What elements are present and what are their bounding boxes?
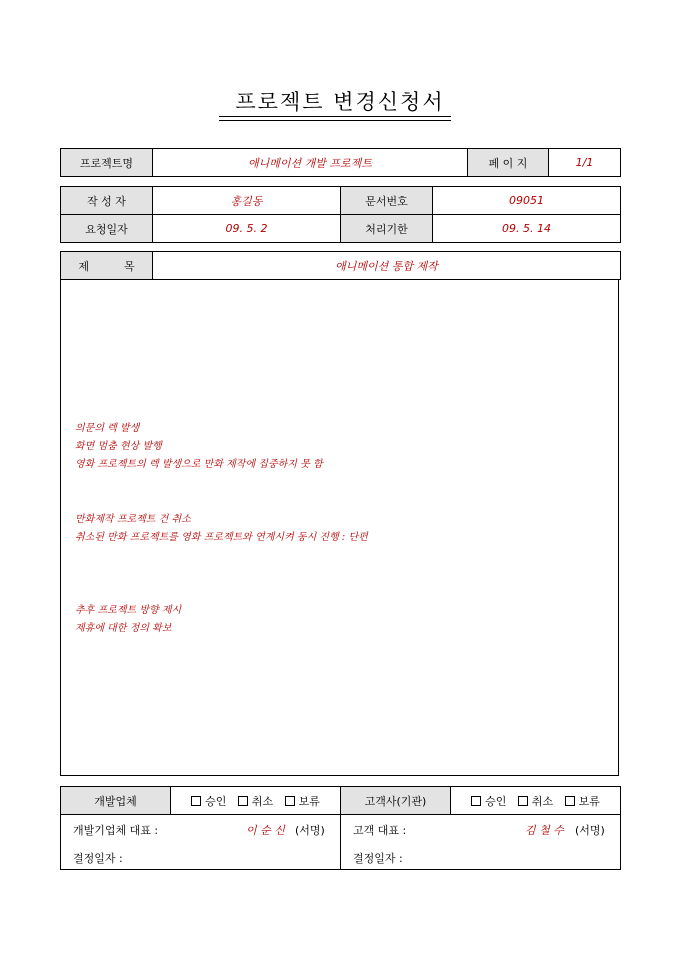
dev-cancel-checkbox[interactable]: 취소 xyxy=(238,795,273,808)
checkbox-icon xyxy=(471,796,481,806)
client-label: 고객사(기관) xyxy=(341,787,451,815)
info-table xyxy=(60,186,621,243)
doc-number-label: 문서번호 xyxy=(341,187,433,215)
subject-label: 제 목 xyxy=(61,252,153,280)
dev-decision-options xyxy=(171,787,341,815)
dev-signature-cell xyxy=(61,815,341,870)
checkbox-icon xyxy=(285,796,295,806)
deadline-label: 처리기한 xyxy=(341,215,433,243)
checkbox-icon xyxy=(518,796,528,806)
subject-value: 애니메이션 통합 제작 xyxy=(153,252,621,280)
dev-hold-checkbox[interactable]: 보류 xyxy=(285,795,320,808)
body-line: 영화 프로젝트의 렉 발생으로 만화 제작에 집중하지 못 함 xyxy=(75,459,323,470)
dev-decision-date-label: 결정일자 : xyxy=(73,852,123,865)
subject-table xyxy=(60,251,621,280)
page-value: 1/1 xyxy=(549,149,621,177)
body-line: 추후 프로젝트 방향 제시 xyxy=(75,605,182,616)
body-line: 취소된 만화 프로젝트를 영화 프로젝트와 연계시켜 동시 진행 : 단편 xyxy=(75,532,368,543)
author-label: 작 성 자 xyxy=(61,187,153,215)
title-underline-top xyxy=(219,116,451,117)
approval-table xyxy=(60,786,621,870)
dev-rep-name: 이 순 신 xyxy=(246,824,285,837)
content-body xyxy=(60,279,619,776)
client-rep-label: 고객 대표 : xyxy=(353,824,407,837)
client-approve-checkbox[interactable]: 승인 xyxy=(471,795,506,808)
project-name-label: 프로젝트명 xyxy=(61,149,153,177)
document-title: 프로젝트 변경신청서 xyxy=(235,90,445,114)
client-cancel-checkbox[interactable]: 취소 xyxy=(518,795,553,808)
project-name-value: 애니메이션 개발 프로젝트 xyxy=(153,149,468,177)
client-rep-name: 김 철 수 xyxy=(525,824,564,837)
checkbox-icon xyxy=(238,796,248,806)
dev-rep-label: 개발기업체 대표 : xyxy=(73,824,159,837)
doc-number-value: 09051 xyxy=(433,187,621,215)
checkbox-icon xyxy=(191,796,201,806)
title-underline-bottom xyxy=(219,120,451,121)
client-decision-options xyxy=(451,787,621,815)
body-line: 제휴에 대한 정의 확보 xyxy=(75,623,172,634)
body-line: 의문의 렉 발생 xyxy=(75,423,140,434)
body-line: 만화제작 프로젝트 건 취소 xyxy=(75,514,191,525)
dev-company-label: 개발업체 xyxy=(61,787,171,815)
dev-approve-checkbox[interactable]: 승인 xyxy=(191,795,226,808)
project-header-table xyxy=(60,148,621,177)
client-decision-date-label: 결정일자 : xyxy=(353,852,403,865)
body-line: 화면 멈춤 현상 발행 xyxy=(75,441,162,452)
request-date-label: 요청일자 xyxy=(61,215,153,243)
client-sign-suffix: (서명) xyxy=(575,824,605,837)
page-label: 페 이 지 xyxy=(468,149,549,177)
author-value: 홍길동 xyxy=(153,187,341,215)
dev-sign-suffix: (서명) xyxy=(295,824,325,837)
checkbox-icon xyxy=(565,796,575,806)
client-signature-cell xyxy=(341,815,621,870)
client-hold-checkbox[interactable]: 보류 xyxy=(565,795,600,808)
request-date-value: 09. 5. 2 xyxy=(153,215,341,243)
deadline-value: 09. 5. 14 xyxy=(433,215,621,243)
